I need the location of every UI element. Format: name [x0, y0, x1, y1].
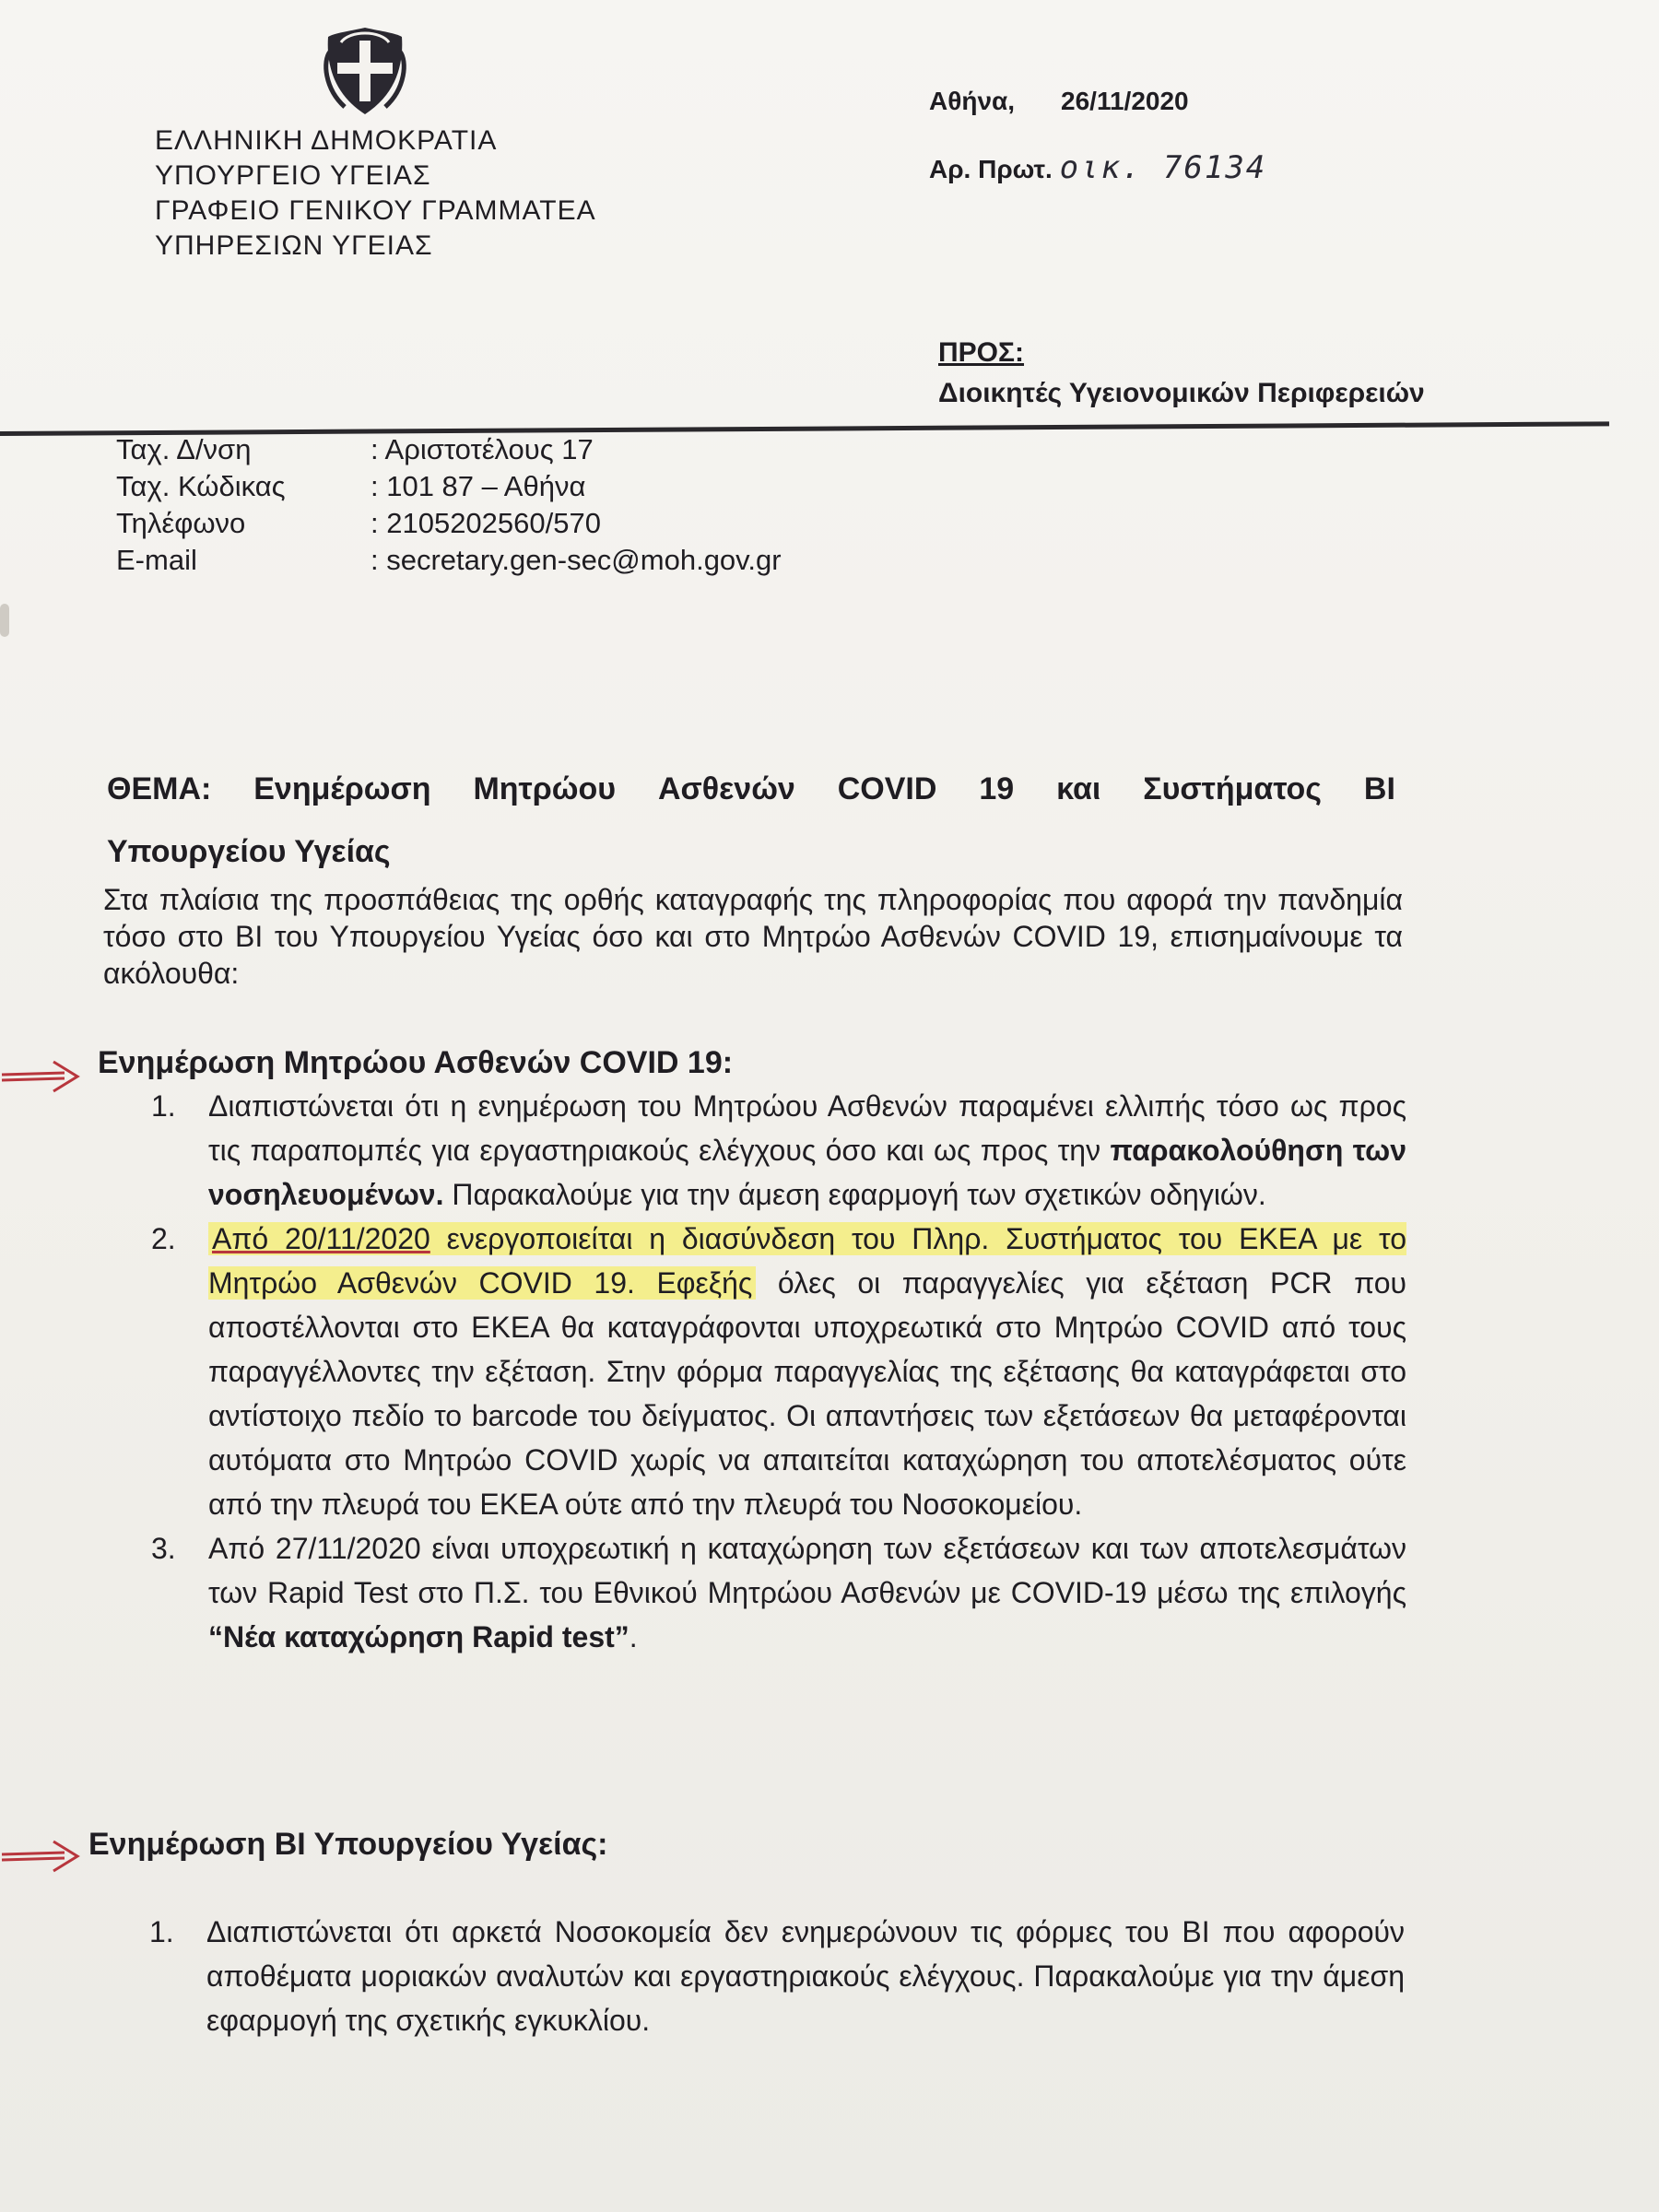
ministry-line: ΥΠΗΡΕΣΙΩΝ ΥΓΕΙΑΣ — [155, 230, 433, 261]
contact-value: : 101 87 – Αθήνα — [371, 470, 586, 502]
section-title: Ενημέρωση Μητρώου Ασθενών COVID 19: — [98, 1045, 734, 1080]
contact-block — [116, 431, 782, 579]
contact-value: : 2105202560/570 — [371, 507, 601, 539]
item-text: . — [629, 1620, 638, 1653]
subject-line-1 — [107, 758, 1395, 820]
list-item — [151, 1084, 1407, 1217]
page-mark — [0, 604, 9, 637]
underlined-date: Από 20/11/2020 — [212, 1222, 430, 1255]
intro-paragraph: Στα πλαίσια της προσπάθειας της ορθής καταγραφής της πληροφορίας που αφορά την πανδημία τόσο στο ΒΙ του Υπουργείου Υγείας όσο και στο Μητρώο Ασθενών COVID 19, επισημαίνουμε τα ακόλουθα: — [103, 883, 1403, 990]
date-line — [929, 87, 1189, 116]
item-number: 3. — [151, 1532, 176, 1565]
list-item — [151, 1526, 1406, 1659]
subject-word: 19 — [979, 771, 1015, 806]
item-text: Διαπιστώνεται ότι η ενημέρωση του Μητρώου Ασθενών παραμένει ελλιπής τόσο ως προς τις παραπομπές για εργαστηριακούς ελέγχους όσο και ως προς την — [208, 1089, 1406, 1167]
contact-key: Τηλέφωνο — [116, 507, 246, 539]
recipient-label: ΠΡΟΣ: — [938, 337, 1025, 368]
subject-word: Μητρώου — [473, 771, 617, 806]
item-text: Διαπιστώνεται ότι αρκετά Νοσοκομεία δεν ενημερώνουν τις φόρμες του ΒΙ που αφορούν αποθέματα μοριακών αναλυτών και εργαστηριακούς ελέγχους. Παρακαλούμε για την άμεση εφαρμογή της σχετικής εγκυκλίου. — [206, 1915, 1405, 2037]
subject-word: ΘΕΜΑ: — [107, 771, 212, 806]
subject — [107, 758, 1397, 883]
section2-list — [149, 1910, 1405, 2042]
greek-coat-of-arms-icon — [317, 24, 413, 120]
date: 26/11/2020 — [1061, 87, 1189, 115]
arrow-right-icon — [0, 1838, 83, 1875]
arrow-right-icon — [0, 1058, 83, 1095]
ministry-header — [155, 124, 596, 264]
item-number: 1. — [149, 1915, 174, 1948]
contact-row — [116, 542, 782, 579]
item-emphasis: παρακολούθηση των νοσηλευομένων. — [208, 1134, 1407, 1211]
subject-word: Ενημέρωση — [253, 771, 431, 806]
contact-value: : Αριστοτέλους 17 — [371, 433, 594, 465]
item-emphasis: “Νέα καταχώρηση Rapid test” — [208, 1620, 629, 1653]
contact-row — [116, 468, 782, 505]
item-text: Παρακαλούμε για την άμεση εφαρμογή των σχετικών οδηγιών. — [443, 1178, 1266, 1211]
item-number: 2. — [151, 1222, 176, 1255]
item-text: όλες οι παραγγελίες για εξέταση PCR που αποστέλλονται στο ΕΚΕΑ θα καταγράφονται υποχρεωτικά στο Μητρώο COVID από τους παραγγέλλοντες την εξέταση. Στην φόρμα παραγγελίας της εξέτασης θα καταγράφεται στο αντίστοιχο πεδίο το barcode του δείγματος. Οι απαντήσεις των εξετάσεων θα μεταφέρονται αυτόματα στο Μητρώο COVID χωρίς να απαιτείται καταχώρηση του αποτελέσματος ούτε από την πλευρά του ΕΚΕΑ ούτε από την πλευρά του Νοσοκομείου. — [208, 1266, 1407, 1521]
ministry-line: ΕΛΛΗΝΙΚΗ ΔΗΜΟΚΡΑΤΙΑ — [155, 125, 498, 156]
subject-word: Συστήματος — [1143, 771, 1322, 806]
subject-word: Ασθενών — [657, 771, 795, 806]
ministry-line: ΓΡΑΦΕΙΟ ΓΕΝΙΚΟΥ ΓΡΑΜΜΑΤΕΑ — [155, 195, 596, 226]
contact-key: E-mail — [116, 544, 197, 576]
subject-word: ΒΙ — [1363, 771, 1395, 806]
protocol-number: οικ. 76134 — [1059, 149, 1267, 186]
highlighted-rest: ενεργοποιείται η διασύνδεση του Πληρ. Συστήματος του ΕΚΕΑ με το Μητρώο Ασθενών COVID 19. Εφεξής — [208, 1222, 1407, 1300]
ministry-line: ΥΠΟΥΡΓΕΙΟ ΥΓΕΙΑΣ — [155, 160, 431, 191]
contact-row — [116, 431, 782, 468]
contact-key: Ταχ. Δ/νση — [116, 433, 252, 465]
subject-word: και — [1056, 771, 1101, 806]
protocol-label: Αρ. Πρωτ. — [929, 155, 1053, 183]
place: Αθήνα, — [929, 87, 1016, 115]
subject-word: COVID — [837, 771, 937, 806]
protocol-line — [929, 149, 1266, 186]
item-text: Από 27/11/2020 είναι υποχρεωτική η καταχώρηση των εξετάσεων και των αποτελεσμάτων των Rapid Test στο Π.Σ. του Εθνικού Μητρώου Ασθενών με COVID-19 μέσω της επιλογής — [208, 1532, 1406, 1609]
contact-value: : secretary.gen-sec@moh.gov.gr — [371, 544, 782, 576]
section-title: Ενημέρωση ΒΙ Υπουργείου Υγείας: — [88, 1827, 608, 1862]
subject-line-2: Υπουργείου Υγείας — [107, 834, 391, 869]
list-item — [149, 1910, 1405, 2042]
contact-key: Ταχ. Κώδικας — [116, 470, 286, 502]
list-item — [151, 1217, 1407, 1526]
contact-row — [116, 505, 782, 542]
recipient-name: Διοικητές Υγειονομικών Περιφερειών — [938, 378, 1425, 408]
item-number: 1. — [151, 1089, 176, 1123]
section1-list — [151, 1084, 1407, 1659]
